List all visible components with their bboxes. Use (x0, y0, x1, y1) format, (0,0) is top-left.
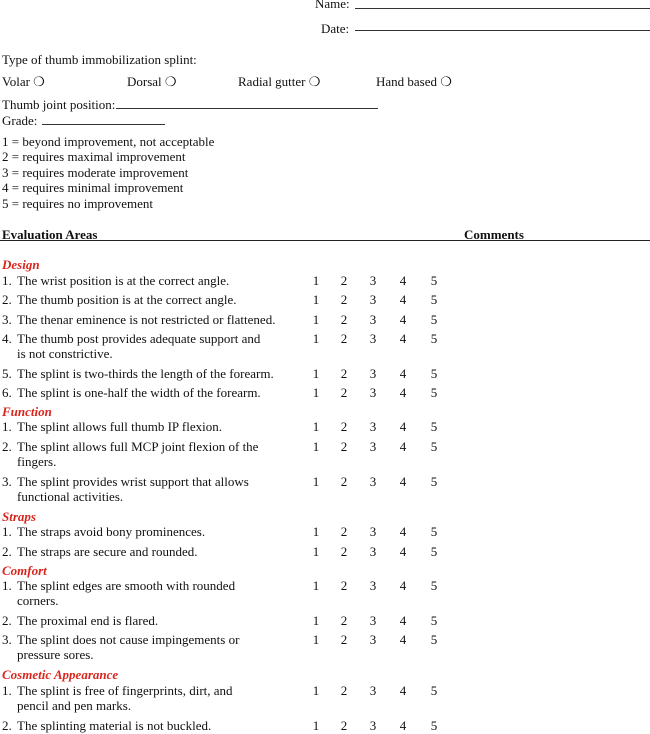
rating-option-1[interactable]: 1 (312, 683, 320, 698)
rating-option-3[interactable]: 3 (369, 474, 377, 489)
item-text: The proximal end is flared. (17, 613, 159, 628)
item-text-continued: pressure sores. (17, 647, 94, 662)
rating-option-2[interactable]: 2 (340, 718, 348, 733)
rating-option-3[interactable]: 3 (369, 632, 377, 647)
item-number: 1. (2, 683, 12, 698)
item-number: 1. (2, 524, 12, 539)
item-number: 2. (2, 292, 12, 307)
rating-option-4[interactable]: 4 (399, 544, 407, 559)
rating-option-5[interactable]: 5 (430, 632, 438, 647)
rating-option-4[interactable]: 4 (399, 718, 407, 733)
date-field[interactable] (355, 30, 650, 31)
rating-option-5[interactable]: 5 (430, 292, 438, 307)
rating-option-3[interactable]: 3 (369, 578, 377, 593)
date-label: Date: (321, 21, 350, 36)
item-number: 4. (2, 331, 12, 346)
item-text: The thumb position is at the correct angle. (17, 292, 237, 307)
rating-option-2[interactable]: 2 (340, 273, 348, 288)
evaluation-areas-heading: Evaluation Areas (2, 227, 98, 242)
name-field[interactable] (355, 8, 650, 9)
rating-option-4[interactable]: 4 (399, 632, 407, 647)
rating-option-5[interactable]: 5 (430, 613, 438, 628)
item-text-continued: is not constrictive. (17, 346, 113, 361)
rating-option-2[interactable]: 2 (340, 385, 348, 400)
item-text: The splint allows full MCP joint flexion of the (17, 439, 259, 454)
item-number: 2. (2, 544, 12, 559)
rating-option-1[interactable]: 1 (312, 439, 320, 454)
rating-option-2[interactable]: 2 (340, 613, 348, 628)
rating-option-2[interactable]: 2 (340, 419, 348, 434)
rating-option-5[interactable]: 5 (430, 578, 438, 593)
rating-option-2[interactable]: 2 (340, 683, 348, 698)
item-number: 6. (2, 385, 12, 400)
rating-option-4[interactable]: 4 (399, 419, 407, 434)
rating-option-4[interactable]: 4 (399, 474, 407, 489)
rating-option-1[interactable]: 1 (312, 474, 320, 489)
rating-option-2[interactable]: 2 (340, 524, 348, 539)
item-text: The thenar eminence is not restricted or flattened. (17, 312, 276, 327)
rating-option-3[interactable]: 3 (369, 273, 377, 288)
rating-option-5[interactable]: 5 (430, 544, 438, 559)
thumb-joint-field[interactable] (116, 108, 378, 109)
item-text: The splinting material is not buckled. (17, 718, 212, 733)
rating-option-5[interactable]: 5 (430, 385, 438, 400)
splint-type-prompt: Type of thumb immobilization splint: (2, 52, 197, 67)
item-text: The splint is two-thirds the length of the forearm. (17, 366, 274, 381)
option-dorsal[interactable]: Dorsal ❍ (127, 74, 177, 89)
section-title-straps: Straps (2, 509, 36, 524)
section-title-function: Function (2, 404, 52, 419)
item-text: The straps are secure and rounded. (17, 544, 198, 559)
rating-option-4[interactable]: 4 (399, 366, 407, 381)
rating-option-1[interactable]: 1 (312, 613, 320, 628)
scale-1: 1 = beyond improvement, not acceptable (2, 134, 215, 149)
option-hand-based[interactable]: Hand based ❍ (376, 74, 452, 89)
item-text-continued: fingers. (17, 454, 57, 469)
rating-option-4[interactable]: 4 (399, 331, 407, 346)
name-label: Name: (315, 0, 350, 11)
rating-option-4[interactable]: 4 (399, 524, 407, 539)
rating-option-1[interactable]: 1 (312, 632, 320, 647)
scale-2: 2 = requires maximal improvement (2, 149, 186, 164)
section-title-design: Design (2, 257, 40, 272)
item-number: 3. (2, 474, 12, 489)
rating-option-2[interactable]: 2 (340, 544, 348, 559)
item-text: The splint does not cause impingements or (17, 632, 240, 647)
rating-option-1[interactable]: 1 (312, 331, 320, 346)
grade-label: Grade: (2, 113, 38, 128)
rating-option-1[interactable]: 1 (312, 718, 320, 733)
rating-option-3[interactable]: 3 (369, 718, 377, 733)
rating-option-4[interactable]: 4 (399, 385, 407, 400)
rating-option-4[interactable]: 4 (399, 439, 407, 454)
item-number: 3. (2, 312, 12, 327)
item-text: The splint provides wrist support that allows (17, 474, 249, 489)
item-number: 1. (2, 578, 12, 593)
item-text-continued: corners. (17, 593, 59, 608)
rating-option-5[interactable]: 5 (430, 683, 438, 698)
header-rule (0, 240, 650, 241)
rating-option-3[interactable]: 3 (369, 312, 377, 327)
rating-option-1[interactable]: 1 (312, 524, 320, 539)
grade-field[interactable] (42, 124, 165, 125)
section-title-cosmetic: Cosmetic Appearance (2, 667, 119, 682)
rating-option-2[interactable]: 2 (340, 312, 348, 327)
rating-option-2[interactable]: 2 (340, 331, 348, 346)
item-text-continued: pencil and pen marks. (17, 698, 132, 713)
rating-option-5[interactable]: 5 (430, 474, 438, 489)
rating-option-4[interactable]: 4 (399, 292, 407, 307)
rating-option-2[interactable]: 2 (340, 474, 348, 489)
rating-option-3[interactable]: 3 (369, 439, 377, 454)
rating-option-5[interactable]: 5 (430, 312, 438, 327)
rating-option-1[interactable]: 1 (312, 312, 320, 327)
rating-option-1[interactable]: 1 (312, 273, 320, 288)
rating-option-1[interactable]: 1 (312, 292, 320, 307)
item-number: 2. (2, 613, 12, 628)
item-text: The splint allows full thumb IP flexion. (17, 419, 222, 434)
item-text: The thumb post provides adequate support and (17, 331, 261, 346)
rating-option-5[interactable]: 5 (430, 366, 438, 381)
rating-option-3[interactable]: 3 (369, 331, 377, 346)
rating-option-1[interactable]: 1 (312, 385, 320, 400)
option-radial-gutter[interactable]: Radial gutter ❍ (238, 74, 321, 89)
item-number: 3. (2, 632, 12, 647)
option-volar[interactable]: Volar ❍ (2, 74, 45, 89)
item-number: 1. (2, 419, 12, 434)
item-number: 2. (2, 718, 12, 733)
rating-option-4[interactable]: 4 (399, 312, 407, 327)
item-text: The splint is one-half the width of the forearm. (17, 385, 261, 400)
rating-option-1[interactable]: 1 (312, 544, 320, 559)
rating-option-3[interactable]: 3 (369, 683, 377, 698)
rating-option-4[interactable]: 4 (399, 683, 407, 698)
rating-option-2[interactable]: 2 (340, 366, 348, 381)
rating-option-2[interactable]: 2 (340, 439, 348, 454)
item-number: 2. (2, 439, 12, 454)
comments-heading: Comments (464, 227, 524, 242)
rating-option-3[interactable]: 3 (369, 544, 377, 559)
rating-option-3[interactable]: 3 (369, 366, 377, 381)
scale-5: 5 = requires no improvement (2, 196, 154, 211)
item-text: The straps avoid bony prominences. (17, 524, 206, 539)
item-text: The splint is free of fingerprints, dirt, and (17, 683, 233, 698)
item-number: 1. (2, 273, 12, 288)
rating-option-3[interactable]: 3 (369, 292, 377, 307)
rating-option-5[interactable]: 5 (430, 273, 438, 288)
rating-option-4[interactable]: 4 (399, 273, 407, 288)
rating-option-5[interactable]: 5 (430, 524, 438, 539)
rating-option-1[interactable]: 1 (312, 366, 320, 381)
scale-3: 3 = requires moderate improvement (2, 165, 189, 180)
item-text-continued: functional activities. (17, 489, 124, 504)
scale-4: 4 = requires minimal improvement (2, 180, 184, 195)
rating-option-1[interactable]: 1 (312, 419, 320, 434)
rating-option-3[interactable]: 3 (369, 613, 377, 628)
rating-option-2[interactable]: 2 (340, 292, 348, 307)
thumb-joint-label: Thumb joint position: (2, 97, 116, 112)
rating-option-4[interactable]: 4 (399, 578, 407, 593)
rating-option-3[interactable]: 3 (369, 385, 377, 400)
rating-option-2[interactable]: 2 (340, 632, 348, 647)
rating-option-5[interactable]: 5 (430, 718, 438, 733)
section-title-comfort: Comfort (2, 563, 47, 578)
rating-option-4[interactable]: 4 (399, 613, 407, 628)
rating-option-5[interactable]: 5 (430, 439, 438, 454)
rating-option-2[interactable]: 2 (340, 578, 348, 593)
item-text: The splint edges are smooth with rounded (17, 578, 236, 593)
rating-option-5[interactable]: 5 (430, 331, 438, 346)
rating-option-3[interactable]: 3 (369, 419, 377, 434)
rating-option-3[interactable]: 3 (369, 524, 377, 539)
item-text: The wrist position is at the correct angle. (17, 273, 230, 288)
rating-option-5[interactable]: 5 (430, 419, 438, 434)
item-number: 5. (2, 366, 12, 381)
rating-option-1[interactable]: 1 (312, 578, 320, 593)
